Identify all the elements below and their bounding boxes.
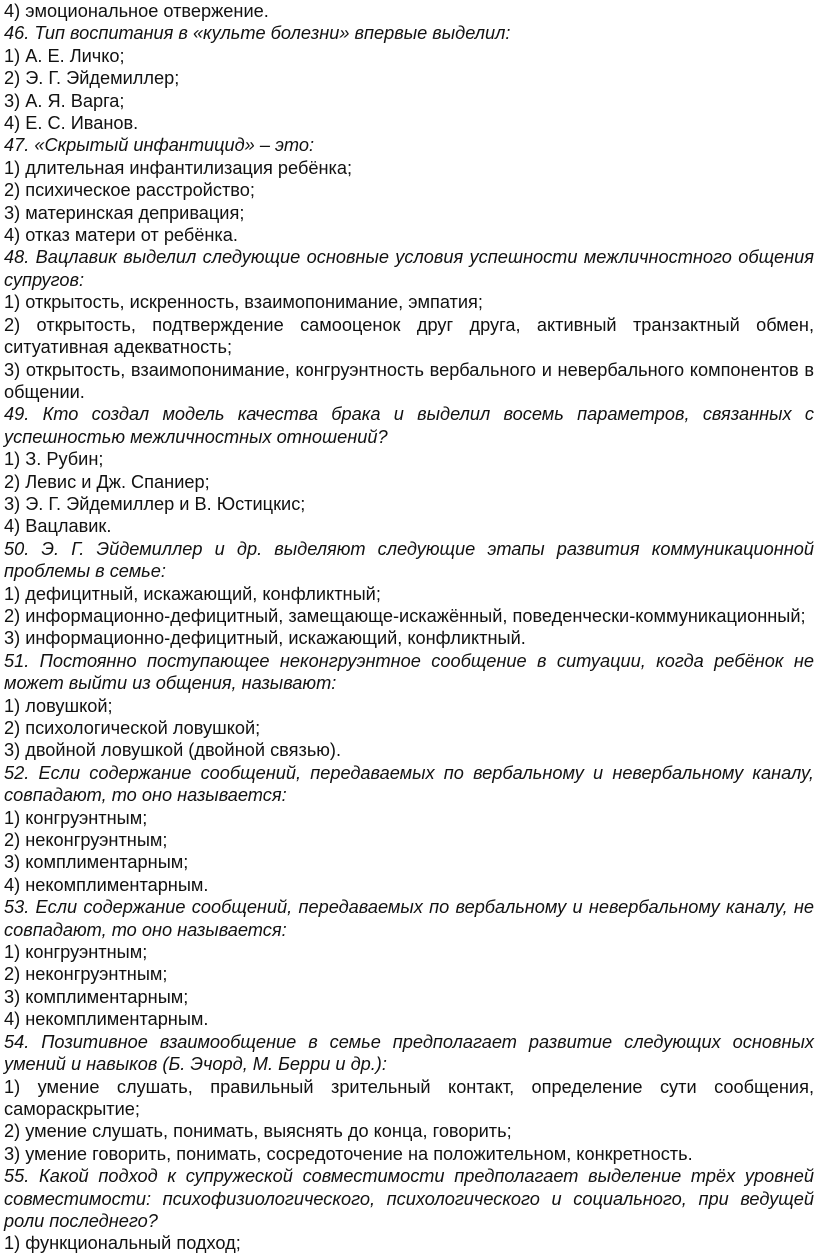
answer-option: 3) комплиментарным; [4, 852, 189, 873]
question-text: 47. «Скрытый инфантицид» – это: [4, 135, 315, 156]
answer-option: 2) информационно-дефицитный, замещающе-искажённый, поведенчески-коммуникационный; [4, 605, 806, 626]
answer-option: 1) открытость, искренность, взаимопонимание, эмпатия; [4, 292, 483, 313]
answer-option: 4) Е. С. Иванов. [4, 113, 139, 134]
question-text: 49. Кто создал модель качества брака и выделил восемь параметров, связанных с успешностью межличностных отношений? [4, 404, 814, 447]
question-text: 48. Вацлавик выделил следующие основные условия успешности межличностного общения супругов: [4, 247, 814, 290]
answer-option: 1) ловушкой; [4, 695, 113, 716]
answer-option: 3) комплиментарным; [4, 986, 189, 1007]
answer-option: 2) умение слушать, понимать, выяснять до конца, говорить; [4, 1121, 512, 1142]
answer-option: 3) материнская депривация; [4, 202, 245, 223]
answer-option: 1) З. Рубин; [4, 449, 104, 470]
answer-option: 1) дефицитный, искажающий, конфликтный; [4, 583, 381, 604]
answer-option: 3) двойной ловушкой (двойной связью). [4, 740, 342, 761]
answer-option: 2) неконгруэнтным; [4, 964, 168, 985]
answer-option: 4) отказ матери от ребёнка. [4, 225, 238, 246]
answer-option: 1) умение слушать, правильный зрительный контакт, определение сути сообщения, самораскрытие; [4, 1076, 814, 1119]
answer-option: 2) психологической ловушкой; [4, 718, 261, 738]
question-text: 55. Какой подход к супружеской совместимости предполагает выделение трёх уровней совместимости: психофизиологического, психологического и социального, при ведущей роли последнего? [4, 1166, 814, 1231]
answer-option: 1) А. Е. Личко; [4, 45, 125, 66]
answer-option: 2) Э. Г. Эйдемиллер; [4, 68, 180, 89]
answer-option: 4) некомплиментарным. [4, 874, 209, 895]
answer-option: 1) длительная инфантилизация ребёнка; [4, 157, 353, 178]
answer-option: 2) неконгруэнтным; [4, 830, 168, 851]
question-text: 51. Постоянно поступающее неконгруэнтное сообщение в ситуации, когда ребёнок не может выйти из общения, называют: [4, 650, 814, 694]
question-text: 52. Если содержание сообщений, передаваемых по вербальному и невербальному каналу, совпадают, то оно называется: [4, 762, 814, 806]
question-text: 46. Тип воспитания в «культе болезни» впервые выделил: [4, 23, 511, 44]
answer-option: 1) конгруэнтным; [4, 942, 148, 963]
answer-option: 4) некомплиментарным. [4, 1009, 209, 1030]
answer-option: 4) эмоциональное отвержение. [4, 1, 269, 21]
answer-option: 2) открытость, подтверждение самооценок друг друга, активный транзактный обмен, ситуативная адекватность; [4, 314, 814, 358]
question-text: 53. Если содержание сообщений, передаваемых по вербальному и невербальному каналу, не совпадают, то оно называется: [4, 897, 814, 940]
answer-option: 3) А. Я. Варга; [4, 90, 125, 111]
answer-option: 2) Левис и Дж. Спаниер; [4, 471, 210, 492]
answer-option: 3) информационно-дефицитный, искажающий, конфликтный. [4, 628, 526, 649]
answer-option: 3) открытость, взаимопонимание, конгруэнтность вербального и невербального компонентов в общении. [4, 359, 814, 402]
question-text: 54. Позитивное взаимообщение в семье предполагает развитие следующих основных умений и навыков (Б. Эчорд, М. Берри и др.): [4, 1031, 814, 1075]
answer-option: 1) функциональный подход; [4, 1233, 241, 1254]
answer-option: 3) умение говорить, понимать, сосредоточение на положительном, конкретность. [4, 1143, 693, 1164]
answer-option: 3) Э. Г. Эйдемиллер и В. Юстицкис; [4, 493, 306, 514]
answer-option: 4) Вацлавик. [4, 516, 112, 537]
answer-option: 2) психическое расстройство; [4, 180, 255, 201]
answer-option: 1) конгруэнтным; [4, 807, 148, 828]
question-text: 50. Э. Г. Эйдемиллер и др. выделяют следующие этапы развития коммуникационной проблемы в семье: [4, 538, 814, 582]
